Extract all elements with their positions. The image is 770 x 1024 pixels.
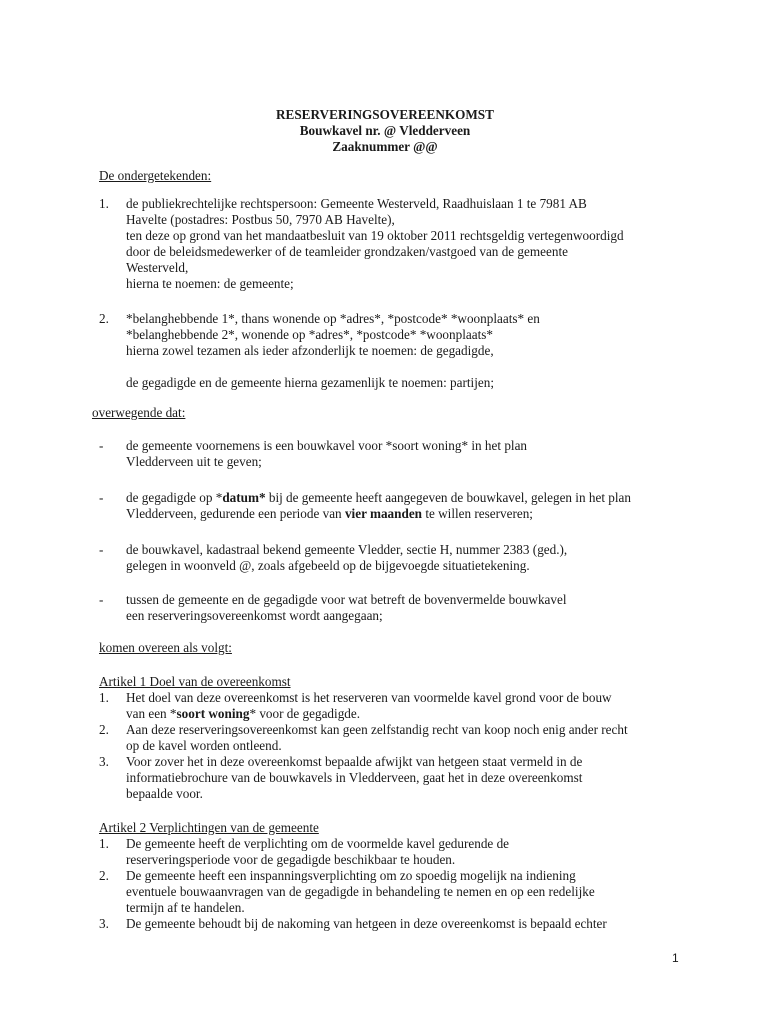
document-title: RESERVERINGSOVEREENKOMST bbox=[276, 107, 494, 122]
article-2-item-line: De gemeente heeft de verplichting om de voormelde kavel gedurende de bbox=[126, 836, 510, 851]
article-2-item-line: reserveringsperiode voor de gegadigde beschikbaar te houden. bbox=[126, 852, 456, 867]
article-1-item-line: Voor zover het in deze overeenkomst bepaalde afwijkt van hetgeen staat vermeld in de bbox=[126, 754, 583, 769]
party-1-line: Westerveld, bbox=[126, 260, 189, 275]
article-2-item-line: termijn af te handelen. bbox=[126, 900, 245, 915]
consideration-3-line: de bouwkavel, kadastraal bekend gemeente Vledder, sectie H, nummer 2383 (ged.), bbox=[126, 542, 568, 557]
party-2-line: *belanghebbende 1*, thans wonende op *adres*, *postcode* *woonplaats* en bbox=[126, 311, 540, 326]
party-2-line: hierna zowel tezamen als ieder afzonderlijk te noemen: de gegadigde, bbox=[126, 343, 494, 358]
article-1-item-number: 3. bbox=[99, 754, 109, 769]
party-1-line: ten deze op grond van het mandaatbesluit van 19 oktober 2011 rechtsgeldig vertegenwoordigd bbox=[126, 228, 624, 243]
article-2-item-number: 1. bbox=[99, 836, 109, 851]
consideration-2-line: Vledderveen, gedurende een periode van vier maanden te willen reserveren; bbox=[126, 506, 533, 521]
article-1-item-line: van een *soort woning* voor de gegadigde. bbox=[126, 706, 361, 721]
article-1-item-line: bepaalde voor. bbox=[126, 786, 203, 801]
consideration-4-line: tussen de gemeente en de gegadigde voor wat betreft de bovenvermelde bouwkavel bbox=[126, 592, 567, 607]
case-number: Zaaknummer @@ bbox=[332, 139, 438, 154]
consideration-bullet: - bbox=[99, 490, 104, 505]
party-1-line: door de beleidsmedewerker of de teamleider grondzaken/vastgoed van de gemeente bbox=[126, 244, 568, 259]
house-type-emphasis: soort woning bbox=[176, 706, 250, 721]
article-1-item-line: informatiebrochure van de bouwkavels in Vledderveen, gaat het in deze overeenkomst bbox=[126, 770, 583, 785]
consideration-bullet: - bbox=[99, 592, 104, 607]
article-2-item-line: De gemeente heeft een inspanningsverplichting om zo spoedig mogelijk na indiening bbox=[126, 868, 576, 883]
party-1-line: Havelte (postadres: Postbus 50, 7970 AB Havelte), bbox=[126, 212, 395, 227]
party-1-number: 1. bbox=[99, 196, 109, 211]
agree-heading: komen overeen als volgt: bbox=[99, 640, 232, 655]
article-2-item-number: 2. bbox=[99, 868, 109, 883]
article-2-heading: Artikel 2 Verplichtingen van de gemeente bbox=[99, 820, 319, 835]
article-1-heading: Artikel 1 Doel van de overeenkomst bbox=[99, 674, 291, 689]
party-2-line: *belanghebbende 2*, wonende op *adres*, *postcode* *woonplaats* bbox=[126, 327, 493, 342]
intro-heading: De ondergetekenden: bbox=[99, 168, 212, 183]
consideration-1-line: de gemeente voornemens is een bouwkavel voor *soort woning* in het plan bbox=[126, 438, 528, 453]
party-2-number: 2. bbox=[99, 311, 109, 326]
article-1-item-number: 2. bbox=[99, 722, 109, 737]
consideration-4-line: een reserveringsovereenkomst wordt aangegaan; bbox=[126, 608, 383, 623]
article-1-item-number: 1. bbox=[99, 690, 109, 705]
article-2-item-number: 3. bbox=[99, 916, 109, 931]
document-subtitle: Bouwkavel nr. @ Vledderveen bbox=[299, 123, 471, 138]
consideration-2-line: de gegadigde op *datum* bij de gemeente heeft aangegeven de bouwkavel, gelegen in het plan bbox=[126, 490, 631, 505]
period-emphasis: vier maanden bbox=[344, 506, 423, 521]
consideration-bullet: - bbox=[99, 542, 104, 557]
article-2-item-line: De gemeente behoudt bij de nakoming van hetgeen in deze overeenkomst is bepaald echter bbox=[126, 916, 607, 931]
article-1-item-line: Aan deze reserveringsovereenkomst kan geen zelfstandig recht van koop noch enig ander recht bbox=[126, 722, 628, 737]
consideration-1-line: Vledderveen uit te geven; bbox=[126, 454, 262, 469]
consideration-3-line: gelegen in woonveld @, zoals afgebeeld op de bijgevoegde situatietekening. bbox=[126, 558, 530, 573]
party-1-line: hierna te noemen: de gemeente; bbox=[126, 276, 294, 291]
article-1-item-line: Het doel van deze overeenkomst is het reserveren van voormelde kavel grond voor de bouw bbox=[126, 690, 612, 705]
parties-definition: de gegadigde en de gemeente hierna gezamenlijk te noemen: partijen; bbox=[126, 375, 494, 390]
considering-heading: overwegende dat: bbox=[92, 405, 186, 420]
page-number: 1 bbox=[672, 951, 679, 965]
date-placeholder: datum* bbox=[222, 490, 266, 505]
article-1-item-line: op de kavel worden ontleend. bbox=[126, 738, 282, 753]
party-1-line: de publiekrechtelijke rechtspersoon: Gemeente Westerveld, Raadhuislaan 1 te 7981 AB bbox=[126, 196, 587, 211]
consideration-bullet: - bbox=[99, 438, 104, 453]
article-2-item-line: eventuele bouwaanvragen van de gegadigde in behandeling te nemen en op een redelijke bbox=[126, 884, 595, 899]
